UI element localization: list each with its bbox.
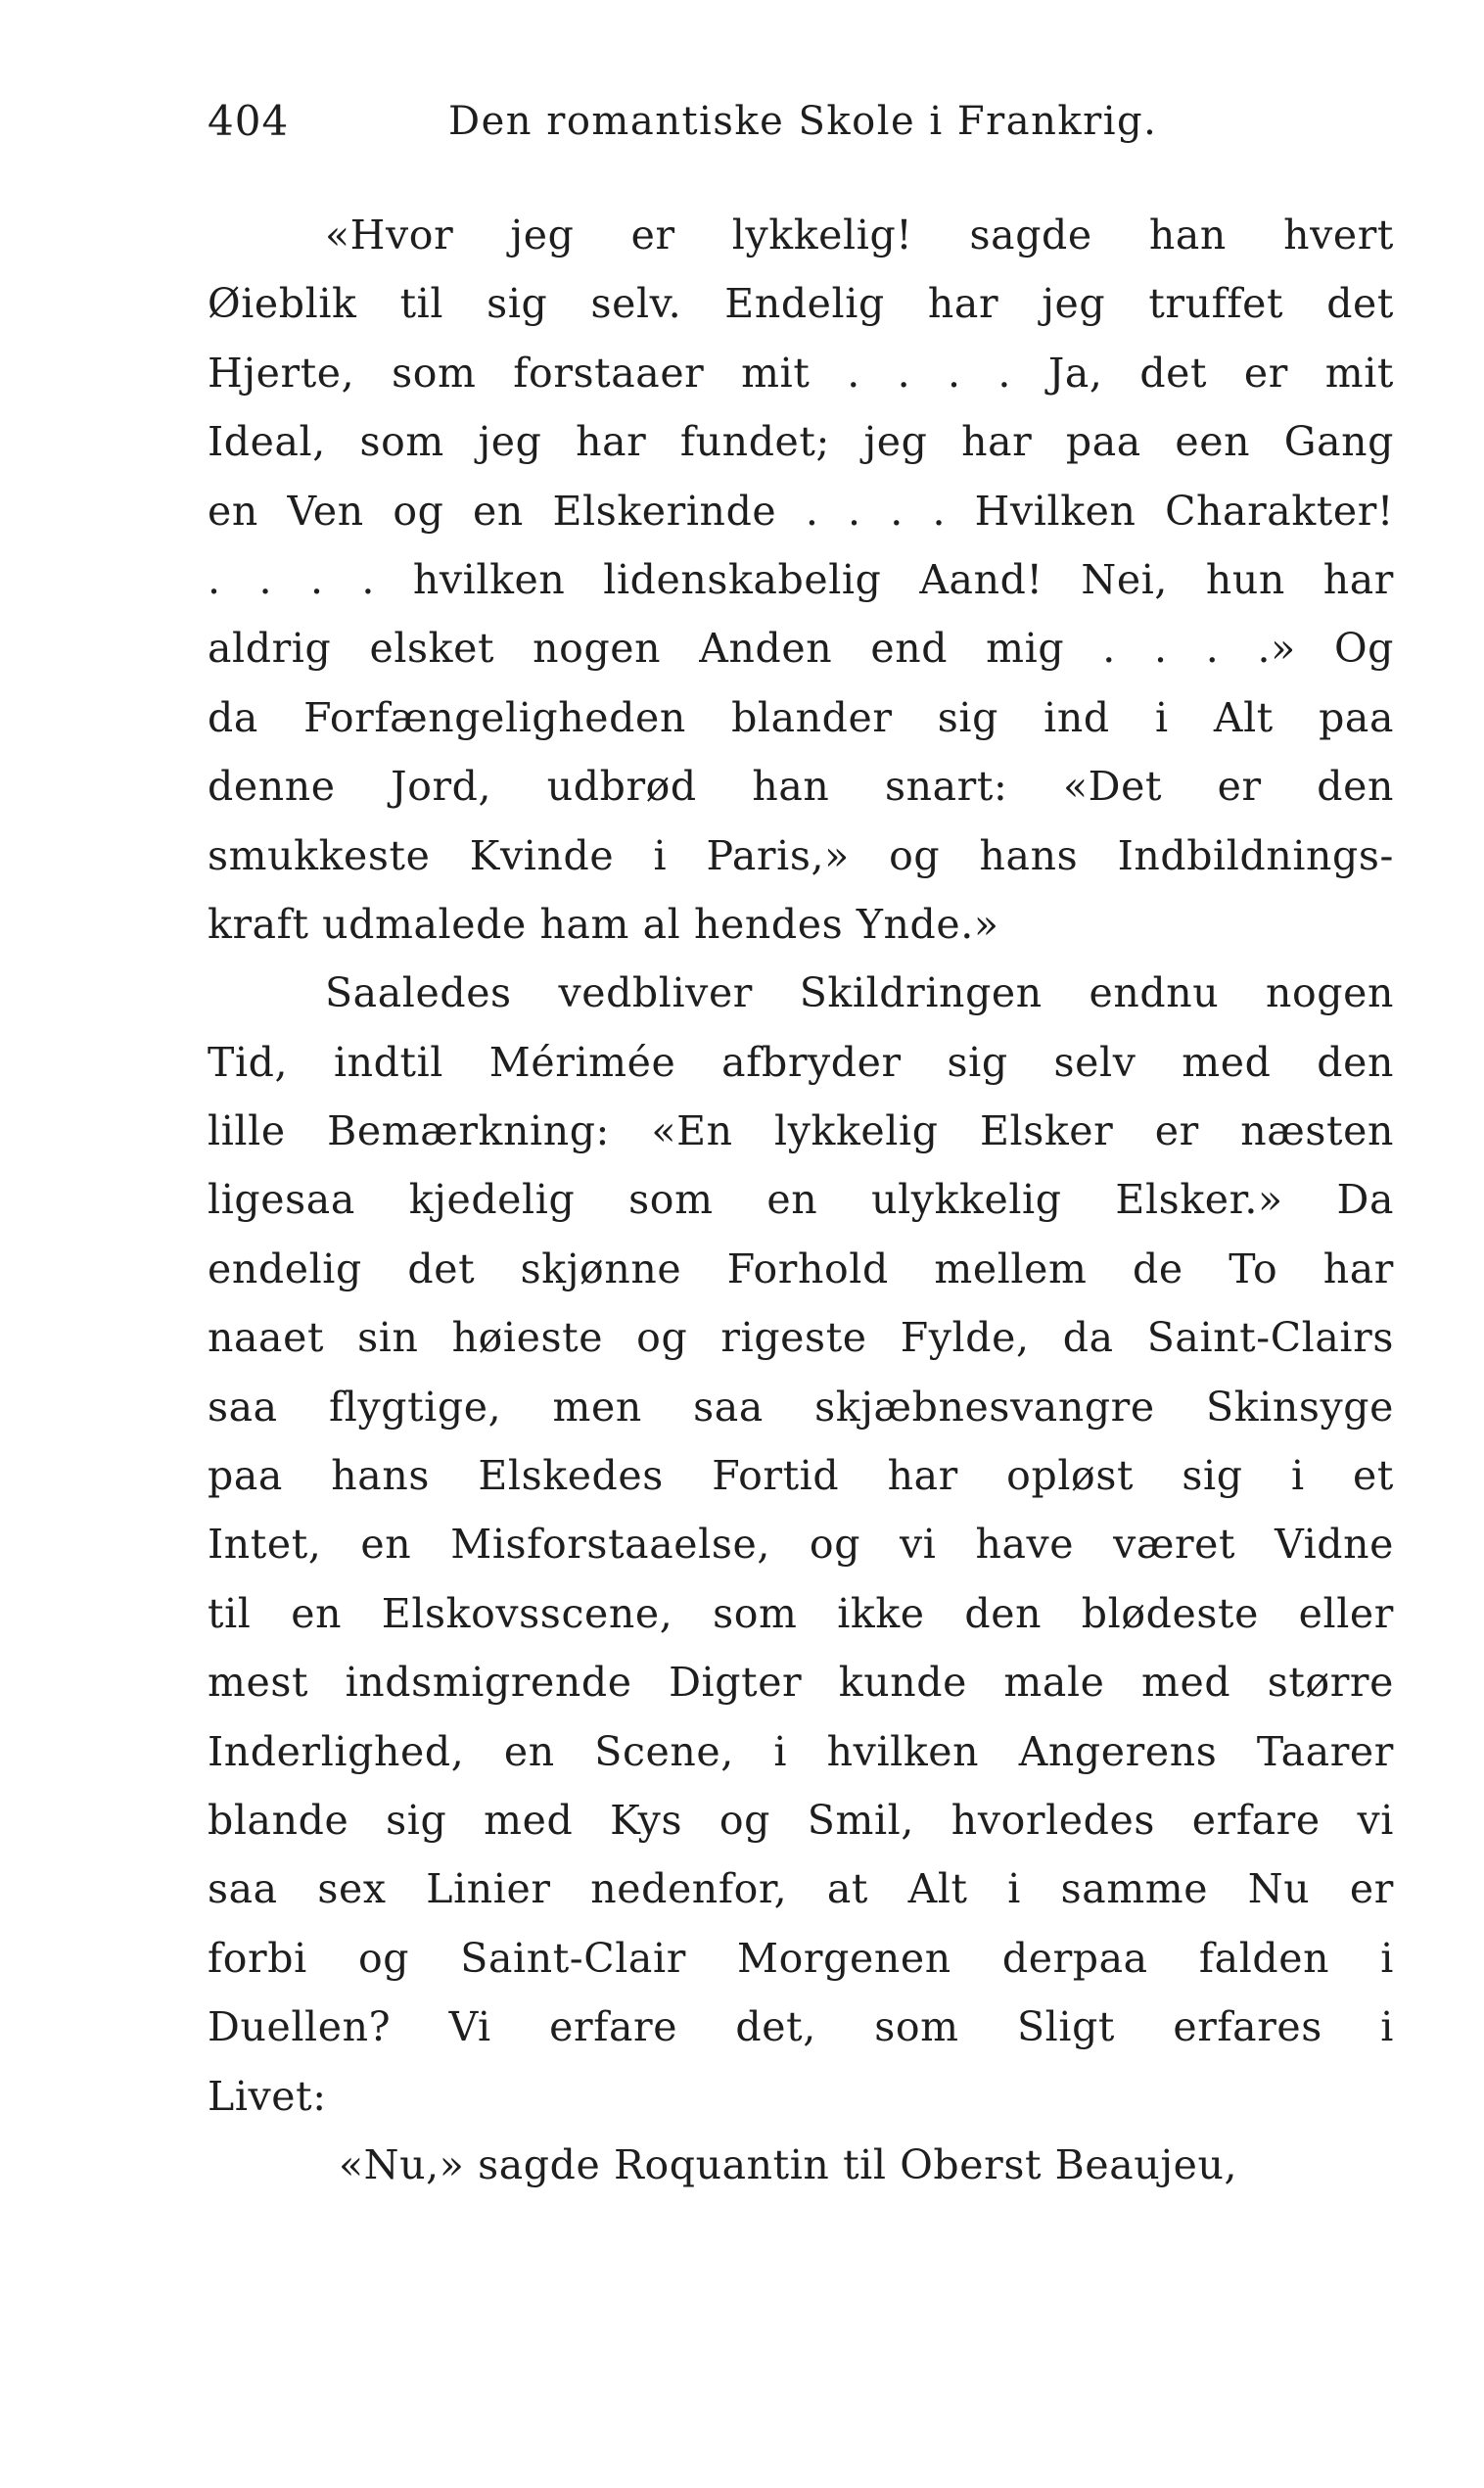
text-line: Hjerte, som forstaaer mit . . . . Ja, det er mit: [208, 349, 1394, 397]
body-text: [208, 201, 1394, 2199]
text-line: saa flygtige, men saa skjæbnesvangre Skinsyge: [208, 1383, 1394, 1431]
text-line: paa hans Elskedes Fortid har opløst sig i et: [208, 1452, 1394, 1500]
text-line: «Nu,» sagde Roquantin til Oberst Beaujeu,: [339, 2140, 1238, 2188]
text-line: Ideal, som jeg har fundet; jeg har paa een Gang: [208, 418, 1394, 466]
text-line: Øieblik til sig selv. Endelig har jeg truffet det: [208, 280, 1394, 328]
text-line: aldrig elsket nogen Anden end mig . . . .» Og: [208, 625, 1394, 673]
text-line: forbi og Saint-Clair Morgenen derpaa falden i: [208, 1934, 1394, 1982]
text-line: denne Jord, udbrød han snart: «Det er den: [208, 763, 1394, 811]
text-line: ligesaa kjedelig som en ulykkelig Elsker.» Da: [208, 1176, 1394, 1224]
text-line: Saaledes vedbliver Skildringen endnu nogen: [325, 969, 1394, 1017]
page-number: 404: [208, 97, 290, 145]
text-line: Duellen? Vi erfare det, som Sligt erfares i: [208, 2003, 1394, 2051]
page-header: [208, 92, 1284, 151]
text-line: saa sex Linier nedenfor, at Alt i samme Nu er: [208, 1865, 1394, 1913]
text-line: kraft udmalede ham al hendes Ynde.»: [208, 900, 999, 948]
text-line: naaet sin høieste og rigeste Fylde, da Saint-Clairs: [208, 1314, 1394, 1362]
text-line: da Forfængeligheden blander sig ind i Alt paa: [208, 693, 1394, 741]
text-line: smukkeste Kvinde i Paris,» og hans Indbildnings-: [208, 831, 1394, 879]
text-line: mest indsmigrende Digter kunde male med større: [208, 1659, 1394, 1707]
text-line: blande sig med Kys og Smil, hvorledes erfare vi: [208, 1796, 1394, 1844]
text-line: endelig det skjønne Forhold mellem de To har: [208, 1244, 1394, 1292]
text-line: til en Elskovsscene, som ikke den blødeste eller: [208, 1589, 1394, 1637]
text-line: Intet, en Misforstaaelse, og vi have været Vidne: [208, 1521, 1394, 1569]
text-line: «Hvor jeg er lykkelig! sagde han hvert: [325, 211, 1394, 258]
text-line: en Ven og en Elskerinde . . . . Hvilken Charakter!: [208, 487, 1394, 535]
text-line: Livet:: [208, 2072, 327, 2120]
running-title: Den romantiske Skole i Frankrig.: [448, 99, 1158, 144]
text-line: lille Bemærkning: «En lykkelig Elsker er næsten: [208, 1107, 1394, 1155]
text-line: Tid, indtil Mérimée afbryder sig selv med den: [208, 1038, 1394, 1086]
text-line: . . . . hvilken lidenskabelig Aand! Nei, hun har: [208, 555, 1394, 603]
text-line: Inderlighed, en Scene, i hvilken Angerens Taarer: [208, 1727, 1394, 1775]
